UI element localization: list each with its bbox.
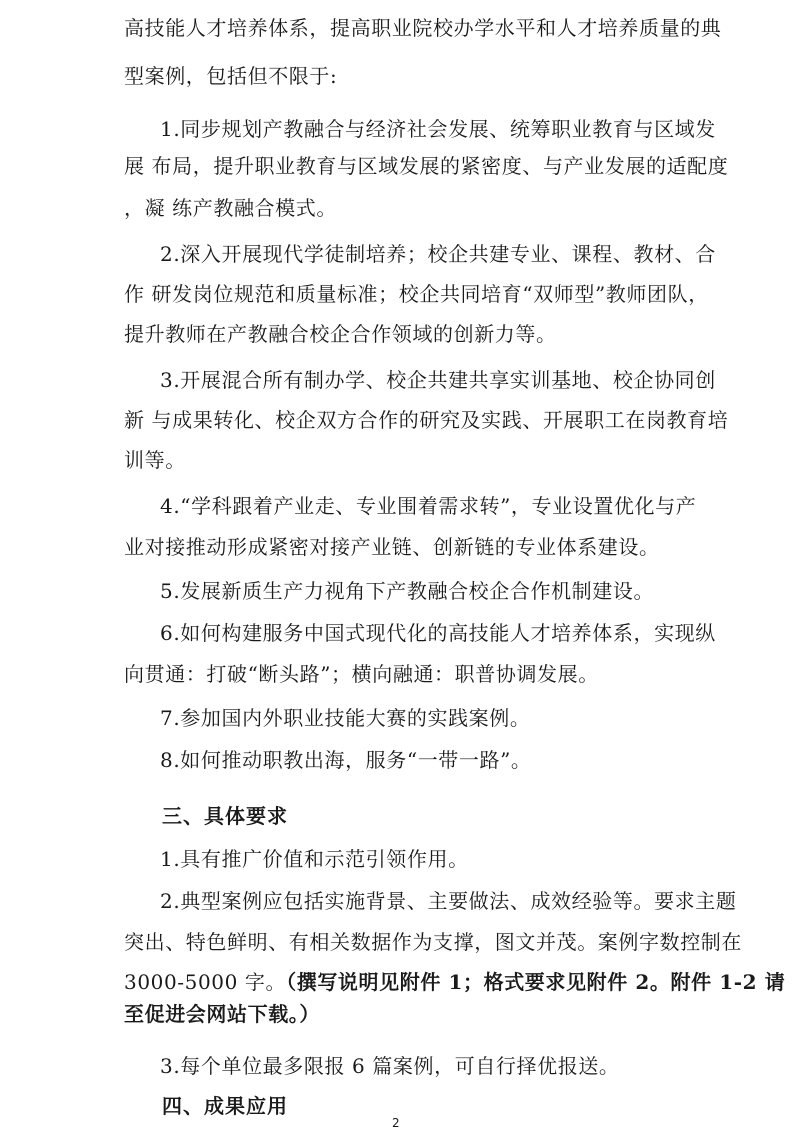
requirement-2-line-1: 2.典型案例应包括实施背景、主要做法、成效经验等。要求主题	[160, 889, 737, 913]
item-8-line-1: 8.如何推动职教出海，服务“一带一路”。	[160, 748, 532, 772]
page-number: 2	[392, 1116, 400, 1130]
requirement-2-attachment-note: （撰写说明见附件 1；格式要求见附件 2。附件 1-2 请	[286, 970, 786, 994]
requirement-3: 3.每个单位最多限报 6 篇案例，可自行择优报送。	[160, 1054, 620, 1078]
requirement-1: 1.具有推广价值和示范引领作用。	[160, 847, 469, 871]
item-1-line-2: 展 布局，提升职业教育与区域发展的紧密度、与产业发展的适配度	[124, 154, 729, 178]
item-5-line-1: 5.发展新质生产力视角下产教融合校企合作机制建设。	[160, 579, 655, 603]
item-4-line-1: 4.“学科跟着产业走、专业围着需求转”，专业设置优化与产	[160, 494, 697, 518]
item-3-line-1: 3.开展混合所有制办学、校企共建共享实训基地、校企协同创	[160, 368, 716, 392]
requirement-2-word-count: 3000-5000 字。	[124, 970, 287, 994]
item-3-line-3: 训等。	[124, 448, 186, 472]
intro-line-2: 型案例，包括但不限于:	[124, 64, 338, 88]
item-1-line-3: ，凝 练产教融合模式。	[124, 196, 337, 220]
item-6-line-1: 6.如何构建服务中国式现代化的高技能人才培养体系，实现纵	[160, 621, 716, 645]
item-4-line-2: 业对接推动形成紧密对接产业链、创新链的专业体系建设。	[124, 535, 660, 559]
item-1-line-1: 1.同步规划产教融合与经济社会发展、统筹职业教育与区域发	[160, 117, 716, 141]
item-2-line-2: 作 研发岗位规范和质量标准；校企共同培育“双师型”教师团队，	[124, 282, 709, 306]
requirement-2-line-3	[124, 968, 785, 996]
requirement-2-line-2: 突出、特色鲜明、有相关数据作为支撑，图文并茂。案例字数控制在	[124, 930, 742, 954]
item-6-line-2: 向贯通：打破“断头路”；横向融通：职普协调发展。	[124, 662, 599, 686]
item-2-line-3: 提升教师在产教融合校企合作领域的创新力等。	[124, 322, 557, 346]
section-3-heading: 三、具体要求	[162, 804, 288, 828]
item-3-line-2: 新 与成果转化、校企双方合作的研究及实践、开展职工在岗教育培	[124, 408, 729, 432]
section-4-heading: 四、成果应用	[162, 1094, 288, 1118]
intro-line-1: 高技能人才培养体系，提高职业院校办学水平和人才培养质量的典	[124, 16, 722, 40]
requirement-2-line-4: 至促进会网站下载。）	[124, 1002, 320, 1026]
item-7-line-1: 7.参加国内外职业技能大赛的实践案例。	[160, 706, 531, 730]
item-2-line-1: 2.深入开展现代学徒制培养；校企共建专业、课程、教材、合	[160, 242, 716, 266]
